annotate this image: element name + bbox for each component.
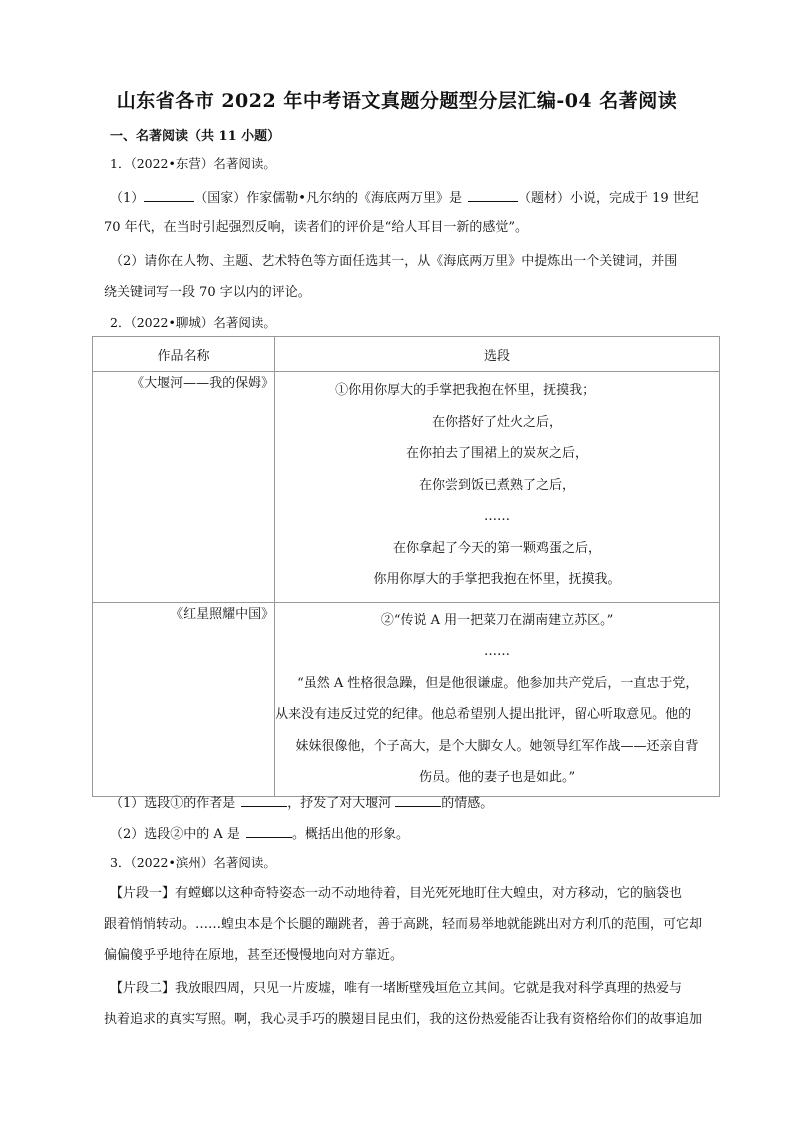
answer-blank[interactable] xyxy=(468,187,518,202)
q2-part2-text-a: （2）选段②中的 A 是 xyxy=(110,827,240,842)
question-2-part-2 xyxy=(110,823,409,845)
q2-part2-text-b: 。概括出他的形象。 xyxy=(291,827,409,842)
table-row xyxy=(93,372,720,603)
question-3-heading: 3．（2022•滨州）名著阅读。 xyxy=(110,855,276,870)
table-header-row xyxy=(93,337,720,372)
question-1-part-2-line-2: 绕关键词写一段 70 字以内的评论。 xyxy=(104,285,311,300)
q1-part1-label: （1） xyxy=(110,191,145,206)
work-title-cell: 《大堰河——我的保姆》 xyxy=(93,372,275,603)
q2-part1-text-a: （1）选段①的作者是 xyxy=(110,796,236,811)
answer-blank[interactable] xyxy=(246,823,292,838)
excerpt-line: “虽然 A 性格很急躁，但是他很谦虚。他参加共产党后，一直忠于党， xyxy=(297,675,699,691)
table-row xyxy=(93,602,720,796)
question-1-part-2-line-1: （2）请你在人物、主题、艺术特色等方面任选其一，从《海底两万里》中提炼出一个关键词，并围 xyxy=(110,254,678,269)
excerpt-line: 你用你厚大的手掌把我抱在怀里，抚摸我。 xyxy=(373,572,621,587)
fragment-2-line: 执着追求的真实写照。啊，我心灵手巧的膜翅目昆虫们，我的这份热爱能否让我有资格给你们的故事追加 xyxy=(104,1012,703,1027)
excerpt-line: 伤员。他的妻子也是如此。” xyxy=(418,770,576,785)
excerpt-line: 在你拍去了围裙上的炭灰之后， xyxy=(406,446,589,461)
q2-part1-text-b: ，抒发了对大堰河 xyxy=(287,796,392,811)
table-header-excerpt: 选段 xyxy=(275,337,720,372)
answer-blank[interactable] xyxy=(144,187,194,202)
excerpt-line: …… xyxy=(484,509,511,524)
excerpt-line: 妹妹很像他，个子高大，是个大脚女人。她领导红军作战——还亲自背 xyxy=(295,738,699,754)
document-title: 山东省各市 2022 年中考语文真题分题型分层汇编-04 名著阅读 xyxy=(116,90,678,112)
excerpt-table xyxy=(92,336,720,797)
work-title-cell: 《红星照耀中国》 xyxy=(93,602,275,796)
excerpt-line: ①你用你厚大的手掌把我抱在怀里，抚摸我； xyxy=(335,383,596,398)
excerpt-line: 从来没有违反过党的纪律。他总希望别人提出批评，留心听取意见。他的 xyxy=(275,707,692,722)
q1-part1-text-b: （题材）小说，完成于 19 世纪 xyxy=(517,191,699,206)
excerpt-cell xyxy=(275,602,720,796)
question-1-part-1-line-2: 70 年代，在当时引起强烈反响，读者们的评价是“给人耳目一新的感觉”。 xyxy=(104,220,528,235)
excerpt-line: 在你搭好了灶火之后， xyxy=(432,414,563,430)
fragment-2-line: 【片段二】我放眼四周，只见一片废墟，唯有一堵断壁残垣危立其间。它就是我对科学真理的热爱与 xyxy=(110,981,683,996)
q2-part1-text-c: 的情感。 xyxy=(441,796,494,811)
answer-blank[interactable] xyxy=(395,792,441,807)
table-header-work: 作品名称 xyxy=(93,337,275,372)
q1-part1-text-a: （国家）作家儒勒•凡尔纳的《海底两万里》是 xyxy=(194,191,462,206)
excerpt-line: ②“传说 A 用一把菜刀在湖南建立苏区。” xyxy=(380,612,614,628)
excerpt-cell xyxy=(275,372,720,603)
answer-blank[interactable] xyxy=(241,792,287,807)
question-2-heading: 2．（2022•聊城）名著阅读。 xyxy=(110,315,276,330)
excerpt-line: …… xyxy=(484,644,511,659)
question-1-heading: 1．（2022•东营）名著阅读。 xyxy=(110,156,276,171)
excerpt-line: 在你尝到饭已煮熟了之后， xyxy=(419,477,576,493)
question-1-part-1-line-1 xyxy=(110,187,699,209)
fragment-1-line: 偏偏傻乎乎地待在原地，甚至还慢慢地向对方靠近。 xyxy=(104,948,404,963)
section-heading: 一、名著阅读（共 11 小题） xyxy=(110,129,281,144)
fragment-1-line: 跟着悄悄转动。……蝗虫本是个长腿的蹦跳者，善于高跳，轻而易举地就能跳出对方利爪的范围，可它却 xyxy=(104,917,703,932)
excerpt-line: 在你拿起了今天的第一颗鸡蛋之后， xyxy=(393,540,602,556)
fragment-1-line: 【片段一】有螳螂以这种奇特姿态一动不动地待着，目光死死地盯住大蝗虫，对方移动，它的脑袋也 xyxy=(110,886,683,901)
question-2-part-1 xyxy=(110,792,493,814)
